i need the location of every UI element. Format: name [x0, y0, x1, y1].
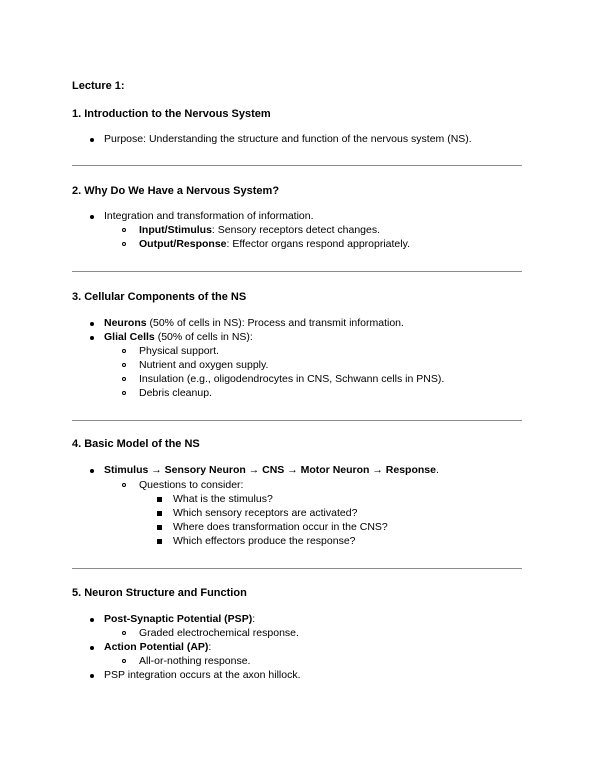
- section-divider: [72, 165, 522, 166]
- section-2-heading: 2. Why Do We Have a Nervous System?: [72, 185, 280, 197]
- list-item: Stimulus → Sensory Neuron → CNS → Motor Neuron → Response.: [104, 464, 439, 477]
- bullet-circle-icon: [122, 242, 126, 246]
- bullet-square-icon: [157, 525, 162, 530]
- bullet-dot-icon: [90, 646, 94, 650]
- list-item: Questions to consider:: [139, 479, 243, 492]
- bullet-circle-icon: [122, 349, 126, 353]
- list-item: Action Potential (AP):: [104, 641, 211, 654]
- bullet-circle-icon: [122, 631, 126, 635]
- list-item: Input/Stimulus: Sensory receptors detect changes.: [139, 224, 380, 237]
- bullet-square-icon: [157, 497, 162, 502]
- list-item: Which effectors produce the response?: [173, 535, 356, 548]
- list-item: Which sensory receptors are activated?: [173, 507, 357, 520]
- section-divider: [72, 568, 522, 569]
- list-item: Graded electrochemical response.: [139, 627, 299, 640]
- section-1-heading: 1. Introduction to the Nervous System: [72, 108, 271, 120]
- bullet-circle-icon: [122, 228, 126, 232]
- lecture-title: Lecture 1:: [72, 80, 125, 92]
- list-item: PSP integration occurs at the axon hillock.: [104, 669, 301, 682]
- list-item: Debris cleanup.: [139, 387, 212, 400]
- section-3-heading: 3. Cellular Components of the NS: [72, 291, 247, 303]
- list-item: Insulation (e.g., oligodendrocytes in CNS, Schwann cells in PNS).: [139, 373, 444, 386]
- bullet-dot-icon: [90, 322, 94, 326]
- section-divider: [72, 271, 522, 272]
- bullet-dot-icon: [90, 469, 94, 473]
- bullet-dot-icon: [90, 138, 94, 142]
- list-item: Where does transformation occur in the CNS?: [173, 521, 388, 534]
- bullet-circle-icon: [122, 363, 126, 367]
- bullet-dot-icon: [90, 618, 94, 622]
- bullet-dot-icon: [90, 674, 94, 678]
- list-item: Purpose: Understanding the structure and function of the nervous system (NS).: [104, 133, 472, 146]
- list-item: Physical support.: [139, 345, 219, 358]
- list-item: All-or-nothing response.: [139, 655, 250, 668]
- list-item: Integration and transformation of information.: [104, 210, 314, 223]
- list-item: Glial Cells (50% of cells in NS):: [104, 331, 253, 344]
- list-item: Neurons (50% of cells in NS): Process and transmit information.: [104, 317, 404, 330]
- section-4-heading: 4. Basic Model of the NS: [72, 438, 200, 450]
- list-item: Nutrient and oxygen supply.: [139, 359, 268, 372]
- bullet-square-icon: [157, 539, 162, 544]
- bullet-dot-icon: [90, 215, 94, 219]
- list-item: Output/Response: Effector organs respond appropriately.: [139, 238, 410, 251]
- bullet-square-icon: [157, 511, 162, 516]
- list-item: What is the stimulus?: [173, 493, 273, 506]
- bullet-circle-icon: [122, 483, 126, 487]
- bullet-circle-icon: [122, 391, 126, 395]
- bullet-circle-icon: [122, 377, 126, 381]
- section-divider: [72, 420, 522, 421]
- bullet-circle-icon: [122, 659, 126, 663]
- section-5-heading: 5. Neuron Structure and Function: [72, 587, 247, 599]
- bullet-dot-icon: [90, 336, 94, 340]
- list-item: Post-Synaptic Potential (PSP):: [104, 613, 255, 626]
